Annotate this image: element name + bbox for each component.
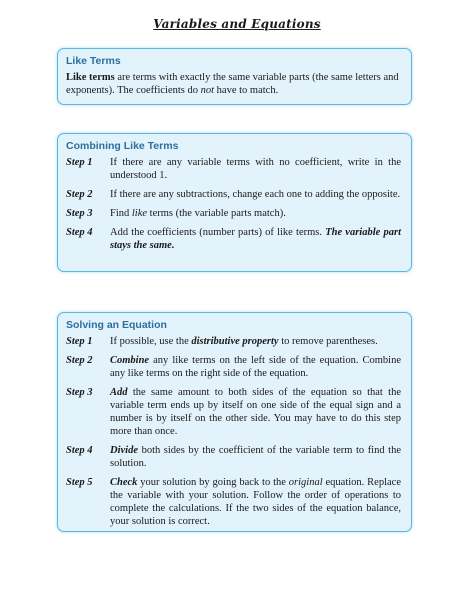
emphasis-like: like [131, 208, 148, 219]
step-text: Add the same amount to both sides of the equation so that the variable term ends up by itself on one side of the equal sign and a number is by itself on the other side. You may have to do this step more than once. [110, 387, 401, 437]
emphasis-variable-part: The variable part stays the same. [110, 227, 401, 251]
step-text: Add the coefficients (number parts) of like terms. The variable part stays the same. [110, 227, 401, 251]
emphasis-combine: Combine [110, 355, 150, 366]
solving-heading: Solving an Equation [66, 319, 167, 331]
step-label: Step 5 [66, 477, 93, 488]
solving-step [66, 476, 401, 528]
combining-heading: Combining Like Terms [66, 140, 179, 152]
step-text: Combine any like terms on the left side of the equation. Combine any like terms on the right side of the equation. [110, 355, 401, 379]
solving-step [66, 386, 401, 438]
step-label: Step 2 [66, 355, 93, 366]
step-label: Step 3 [66, 387, 93, 398]
step-text: If possible, use the distributive property to remove parentheses. [110, 336, 378, 347]
step-text: Check your solution by going back to the original equation. Replace the variable with your solution. Follow the order of operations to complete the calculations. If the two sides of the equation balance, your solution is correct. [110, 477, 401, 527]
emphasis-divide: Divide [110, 445, 138, 456]
step-text: If there are any subtractions, change each one to adding the opposite. [110, 189, 401, 200]
solving-step [66, 354, 401, 380]
step-label: Step 1 [66, 336, 93, 347]
step-label: Step 4 [66, 227, 93, 238]
solving-equation-box [57, 312, 412, 532]
step-label: Step 4 [66, 445, 93, 456]
emphasis-original: original [288, 477, 323, 488]
definition-text-end: have to match. [214, 85, 279, 96]
step-text: Find like terms (the variable parts match). [110, 208, 286, 219]
combining-like-terms-box [57, 133, 412, 272]
emphasis-check: Check [110, 477, 138, 488]
step-text: Divide both sides by the coefficient of the variable term to find the solution. [110, 445, 401, 469]
like-terms-heading: Like Terms [66, 55, 121, 67]
like-terms-term: Like terms [66, 72, 115, 83]
step-label: Step 3 [66, 208, 93, 219]
like-terms-definition [58, 67, 411, 97]
combining-step [66, 207, 401, 220]
emphasis-distributive: distributive property [191, 336, 279, 347]
step-label: Step 1 [66, 157, 93, 168]
definition-text: are terms with exactly the same variable parts (the same letters and exponents). The coefficients do [66, 72, 399, 96]
page-title: Variables and Equations [153, 17, 321, 31]
combining-step [66, 188, 401, 201]
solving-step [66, 444, 401, 470]
step-label: Step 2 [66, 189, 93, 200]
emphasis-add: Add [110, 387, 128, 398]
like-terms-box [57, 48, 412, 105]
combining-step [66, 156, 401, 182]
step-text: If there are any variable terms with no coefficient, write in the understood 1. [110, 157, 401, 181]
combining-step [66, 226, 401, 252]
emphasis-not: not [200, 85, 215, 96]
solving-step [66, 335, 401, 348]
